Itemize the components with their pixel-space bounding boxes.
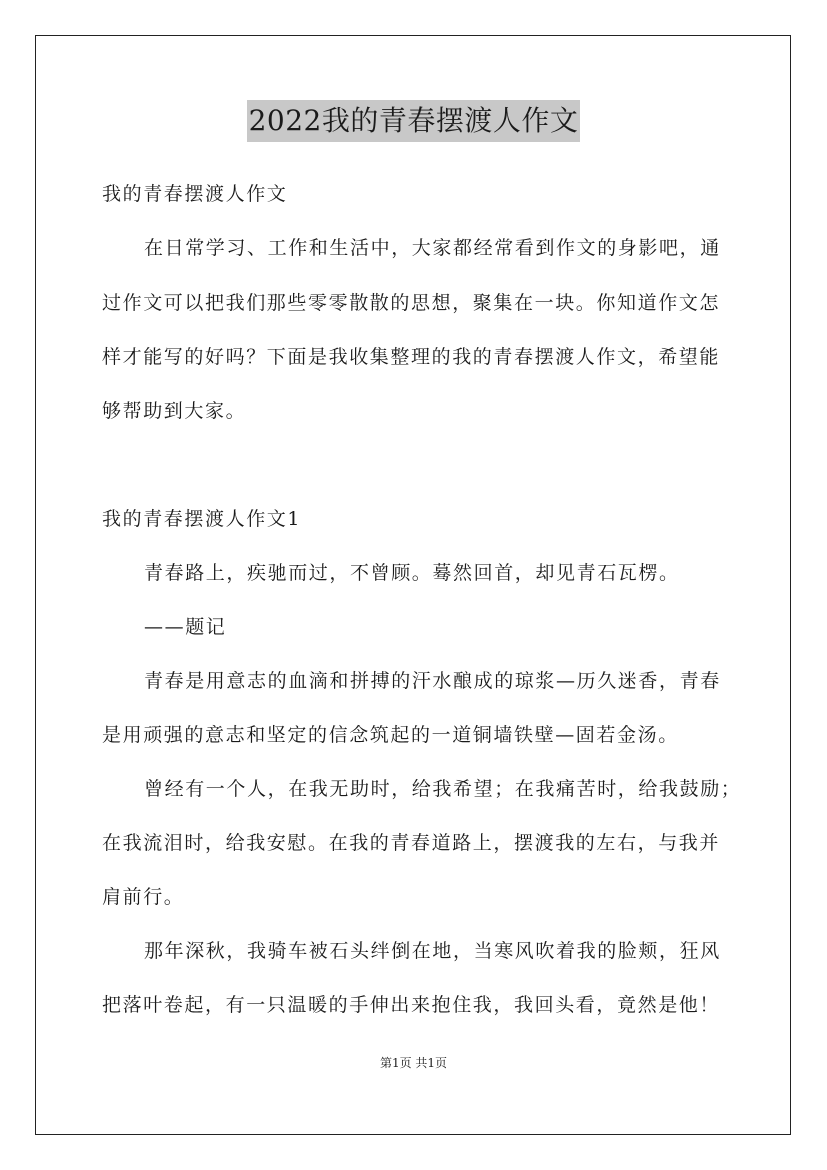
paragraph-line: 把落叶卷起，有一只温暖的手伸出来抱住我，我回头看，竟然是他！ — [102, 994, 721, 1016]
page-footer: 第1页 共1页 — [379, 1056, 448, 1070]
paragraph-line: 过作文可以把我们那些零零散散的思想，聚集在一块。你知道作文怎 — [102, 292, 721, 314]
paragraph-line: 够帮助到大家。 — [102, 400, 247, 422]
document-title: 2022我的青春摆渡人作文 — [247, 100, 581, 142]
paragraph-line: 是用顽强的意志和坚定的信念筑起的一道铜墙铁壁—固若金汤。 — [102, 724, 679, 746]
paragraph-line: 肩前行。 — [102, 886, 185, 908]
paragraph-line: 青春是用意志的血滴和拼搏的汗水酿成的琼浆—历久迷香，青春 — [144, 670, 721, 692]
paragraph-line: 曾经有一个人，在我无助时，给我希望；在我痛苦时，给我鼓励； — [144, 778, 742, 800]
paragraph-line: 在日常学习、工作和生活中，大家都经常看到作文的身影吧，通 — [144, 237, 721, 259]
title-container — [0, 100, 827, 142]
section-heading: 我的青春摆渡人作文1 — [102, 508, 302, 530]
paragraph-line: 青春路上，疾驰而过，不曾顾。蓦然回首，却见青石瓦楞。 — [144, 562, 680, 584]
paragraph-line: 那年深秋，我骑车被石头绊倒在地，当寒风吹着我的脸颊，狂风 — [144, 940, 721, 962]
paragraph-line: 样才能写的好吗？下面是我收集整理的我的青春摆渡人作文，希望能 — [102, 346, 721, 368]
subtitle-line: 我的青春摆渡人作文 — [102, 183, 288, 205]
paragraph-line: 在我流泪时，给我安慰。在我的青春道路上，摆渡我的左右，与我并 — [102, 832, 721, 854]
epigraph-line: ——题记 — [144, 616, 227, 638]
